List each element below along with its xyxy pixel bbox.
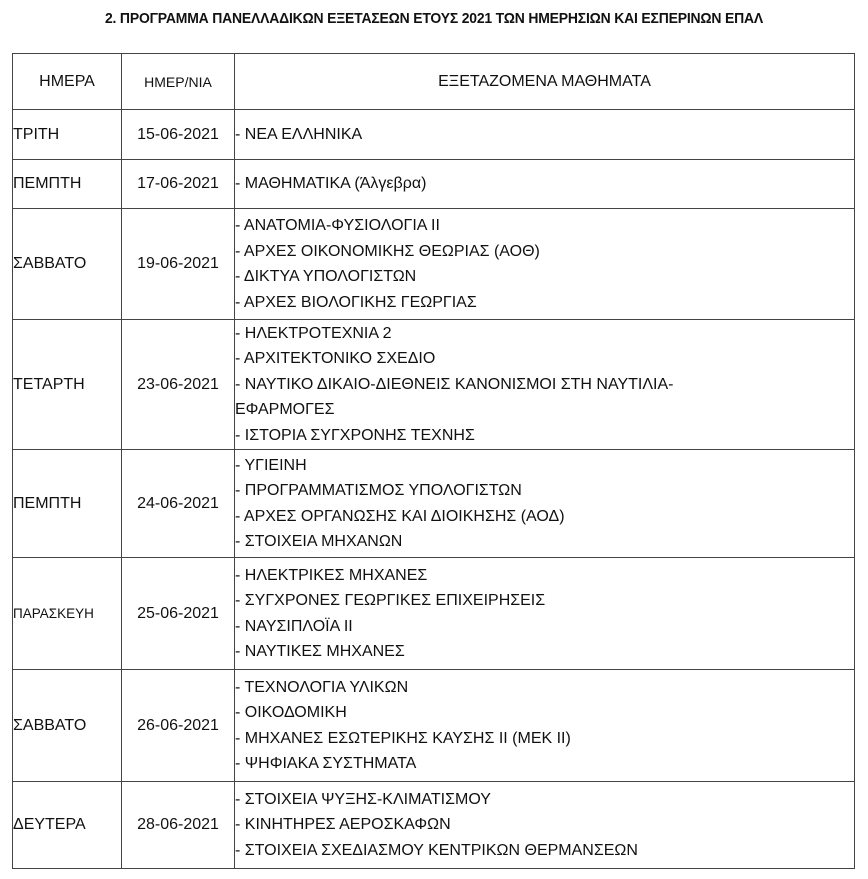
cell-day: ΤΡΙΤΗ [13,110,122,160]
subject-line: - ΤΕΧΝΟΛΟΓΙΑ ΥΛΙΚΩΝ [235,678,409,696]
cell-subjects [235,320,855,450]
cell-day: ΔΕΥΤΕΡΑ [13,782,122,869]
subject-line: - ΝΑΥΤΙΚΟ ΔΙΚΑΙΟ-ΔΙΕΘΝΕΙΣ ΚΑΝΟΝΙΣΜΟΙ ΣΤΗ ΝΑΥΤΙΛΙΑ- [235,375,674,393]
header-subjects: ΕΞΕΤΑΖΟΜΕΝΑ ΜΑΘΗΜΑΤΑ [235,54,855,110]
subject-line: - ΣΤΟΙΧΕΙΑ ΣΧΕΔΙΑΣΜΟΥ ΚΕΝΤΡΙΚΩΝ ΘΕΡΜΑΝΣΕΩΝ [235,841,638,859]
cell-date: 24-06-2021 [122,450,235,558]
subject-line: - ΑΝΑΤΟΜΙΑ-ΦΥΣΙΟΛΟΓΙΑ ΙΙ [235,217,440,234]
subject-line: - ΝΕΑ ΕΛΛΗΝΙΚΑ [235,125,363,143]
cell-subjects [235,209,855,320]
table-row [13,670,855,782]
table-row [13,209,855,320]
subject-line: - ΜΑΘΗΜΑΤΙΚΑ (Άλγεβρα) [235,175,427,193]
table-row [13,110,855,160]
table-header-row [13,54,855,110]
subject-line: - ΑΡΧΕΣ ΟΡΓΑΝΩΣΗΣ ΚΑΙ ΔΙΟΙΚΗΣΗΣ (ΑΟΔ) [235,507,565,525]
subject-line: ΕΦΑΡΜΟΓΕΣ [235,401,335,419]
subject-line: - ΚΙΝΗΤΗΡΕΣ ΑΕΡΟΣΚΑΦΩΝ [235,816,451,834]
cell-day: ΠΕΜΠΤΗ [13,450,122,558]
subject-line: - ΣΥΓΧΡΟΝΕΣ ΓΕΩΡΓΙΚΕΣ ΕΠΙΧΕΙΡΗΣΕΙΣ [235,592,546,609]
cell-date: 17-06-2021 [122,160,235,209]
subject-line: - ΨΗΦΙΑΚΑ ΣΥΣΤΗΜΑΤΑ [235,755,417,772]
cell-subjects [235,160,855,209]
subject-line: - ΝΑΥΣΙΠΛΟΪΑ ΙΙ [235,617,353,635]
table-row [13,160,855,209]
subject-line: - ΥΓΙΕΙΝΗ [235,456,307,474]
subject-line: - ΣΤΟΙΧΕΙΑ ΜΗΧΑΝΩΝ [235,533,403,550]
subject-line: - ΟΙΚΟΔΟΜΙΚΗ [235,704,347,721]
cell-day: ΤΕΤΑΡΤΗ [13,320,122,450]
cell-date: 15-06-2021 [122,110,235,160]
cell-subjects [235,782,855,869]
subject-line: - ΑΡΧΕΣ ΒΙΟΛΟΓΙΚΗΣ ΓΕΩΡΓΙΑΣ [235,293,477,311]
document-title: 2. ΠΡΟΓΡΑΜΜΑ ΠΑΝΕΛΛΑΔΙΚΩΝ ΕΞΕΤΑΣΕΩΝ ΕΤΟΥΣ 2021 ΤΩΝ ΗΜΕΡΗΣΙΩΝ ΚΑΙ ΕΣΠΕΡΙΝΩΝ ΕΠΑΛ [104,10,764,27]
cell-date: 19-06-2021 [122,209,235,320]
cell-day: ΣΑΒΒΑΤΟ [13,670,122,782]
subject-line: - ΙΣΤΟΡΙΑ ΣΥΓΧΡΟΝΗΣ ΤΕΧΝΗΣ [235,426,475,444]
cell-subjects [235,670,855,782]
subject-line: - ΠΡΟΓΡΑΜΜΑΤΙΣΜΟΣ ΥΠΟΛΟΓΙΣΤΩΝ [235,482,522,499]
subject-line: - ΗΛΕΚΤΡΙΚΕΣ ΜΗΧΑΝΕΣ [235,566,428,584]
cell-day: ΠΑΡΑΣΚΕΥΗ [13,558,122,670]
table-row [13,320,855,450]
header-date: ΗΜΕΡ/ΝΙΑ [122,54,235,110]
cell-date: 26-06-2021 [122,670,235,782]
cell-date: 23-06-2021 [122,320,235,450]
subject-line: - ΑΡΧΙΤΕΚΤΟΝΙΚΟ ΣΧΕΔΙΟ [235,350,436,368]
subject-line: - ΑΡΧΕΣ ΟΙΚΟΝΟΜΙΚΗΣ ΘΕΩΡΙΑΣ (ΑΟΘ) [235,242,540,260]
cell-day: ΣΑΒΒΑΤΟ [13,209,122,320]
cell-date: 25-06-2021 [122,558,235,670]
header-day: ΗΜΕΡΑ [13,54,122,110]
exam-schedule-table [12,53,855,869]
subject-line: - ΝΑΥΤΙΚΕΣ ΜΗΧΑΝΕΣ [235,643,405,660]
subject-line: - ΜΗΧΑΝΕΣ ΕΣΩΤΕΡΙΚΗΣ ΚΑΥΣΗΣ ΙΙ (ΜΕΚ ΙΙ) [235,729,571,747]
cell-date: 28-06-2021 [122,782,235,869]
cell-subjects [235,450,855,558]
subject-line: - ΔΙΚΤΥΑ ΥΠΟΛΟΓΙΣΤΩΝ [235,268,417,285]
table-row [13,558,855,670]
subject-line: - ΣΤΟΙΧΕΙΑ ΨΥΞΗΣ-ΚΛΙΜΑΤΙΣΜΟΥ [235,790,491,808]
table-row [13,450,855,558]
cell-subjects [235,110,855,160]
cell-subjects [235,558,855,670]
table-row [13,782,855,869]
subject-line: - ΗΛΕΚΤΡΟΤΕΧΝΙΑ 2 [235,324,392,342]
cell-day: ΠΕΜΠΤΗ [13,160,122,209]
